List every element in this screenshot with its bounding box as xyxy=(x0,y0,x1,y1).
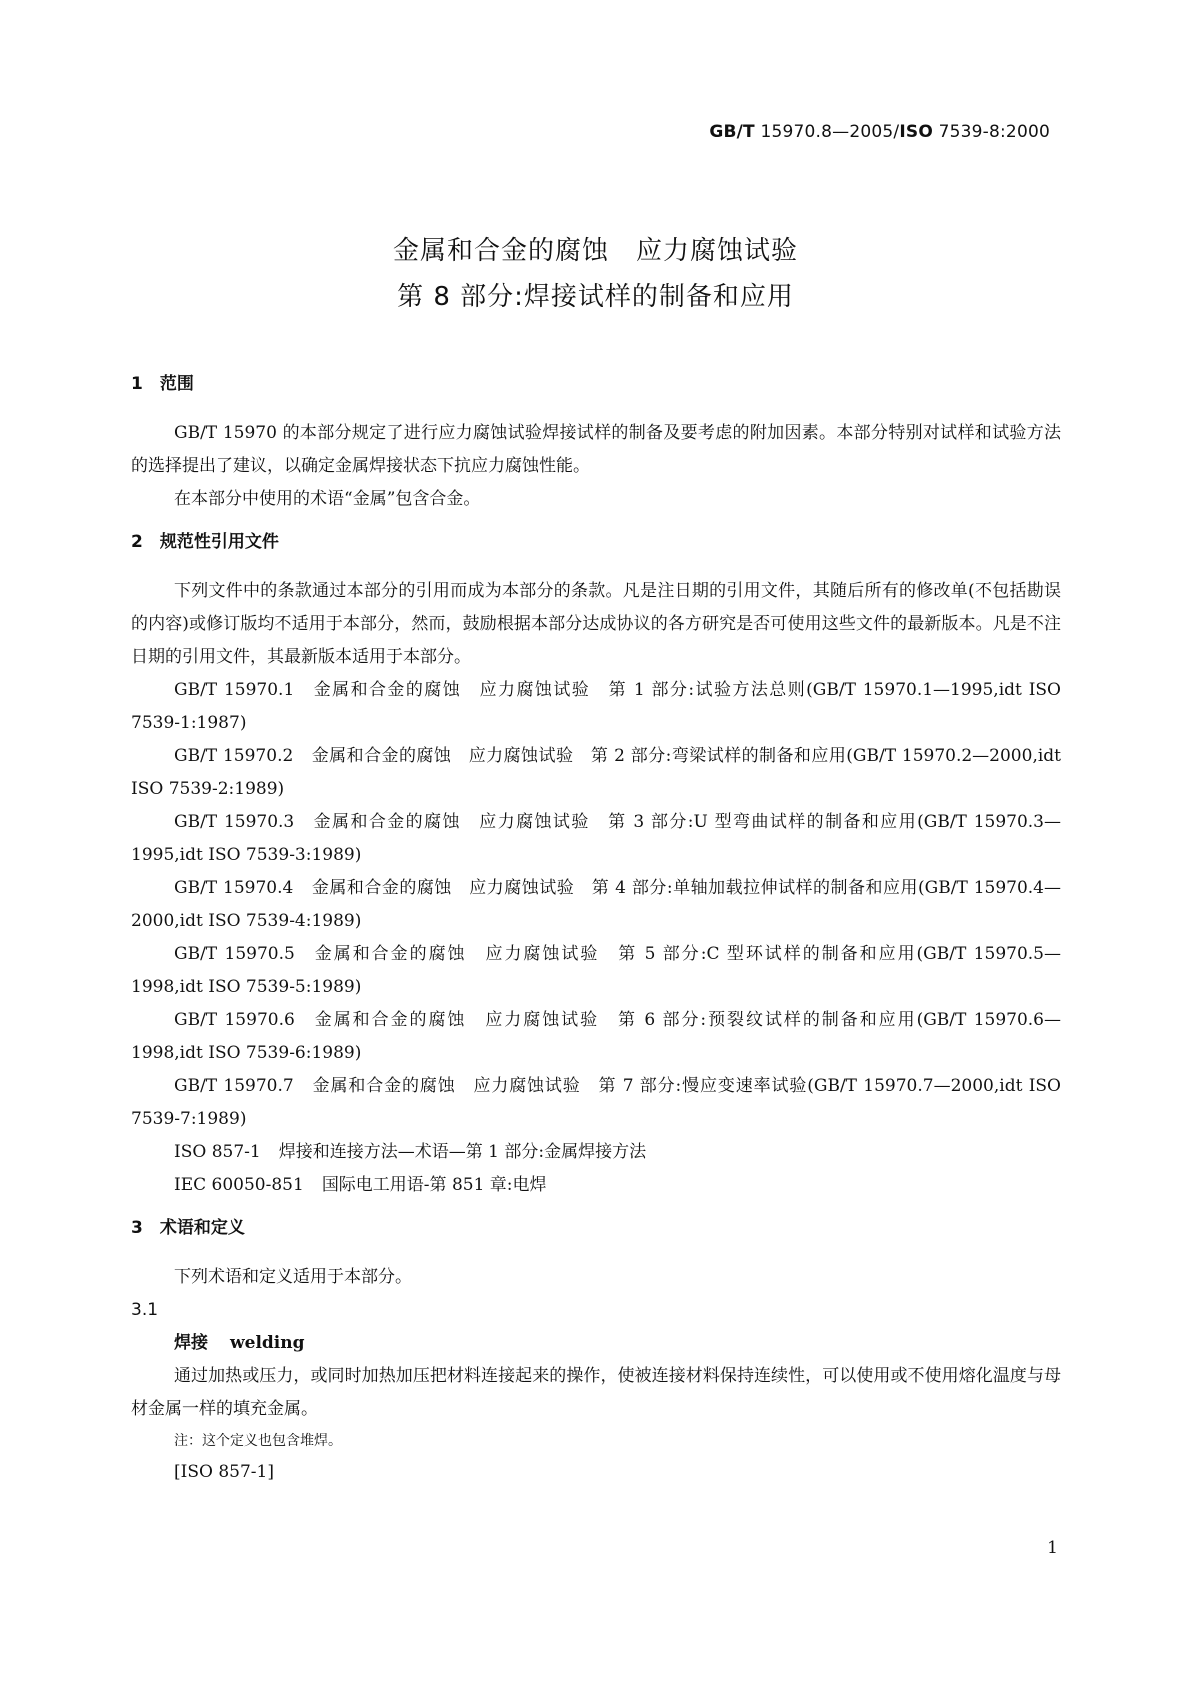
section-1-heading: 1 范围 xyxy=(131,374,194,394)
reference-item xyxy=(131,1136,1061,1169)
reference-code: GB/T 15970.7 xyxy=(174,1076,294,1096)
section-3-intro: 下列术语和定义适用于本部分。 xyxy=(174,1267,412,1287)
standard-number xyxy=(709,122,1050,142)
title-line-2: 第 8 部分:焊接试样的制备和应用 xyxy=(397,282,794,312)
reference-code: GB/T 15970.1 xyxy=(174,680,295,700)
document-body xyxy=(131,368,1061,1489)
reference-item xyxy=(131,1004,1061,1070)
page-number: 1 xyxy=(1047,1538,1058,1558)
reference-code: GB/T 15970.4 xyxy=(174,878,294,898)
reference-item xyxy=(131,674,1061,740)
term-note: 注：这个定义也包含堆焊。 xyxy=(174,1433,342,1449)
section-1-paragraph-1: GB/T 15970 的本部分规定了进行应力腐蚀试验焊接试样的制备及要考虑的附加因素。本部分特别对试样和试验方法的选择提出了建议，以确定金属焊接状态下抗应力腐蚀性能。 xyxy=(131,423,1061,476)
reference-title: 金属和合金的腐蚀 应力腐蚀试验 第 6 部分:预裂纹试样的制备和应用(GB/T 15970.6—1998,idt ISO 7539-6:1989) xyxy=(131,1010,1061,1063)
term-heading xyxy=(131,1327,1061,1360)
reference-title: 金属和合金的腐蚀 应力腐蚀试验 第 4 部分:单轴加载拉伸试样的制备和应用(GB/T 15970.4—2000,idt ISO 7539-4:1989) xyxy=(131,878,1062,931)
document-title xyxy=(0,228,1191,320)
reference-code: GB/T 15970.2 xyxy=(174,746,294,766)
term-definition: 通过加热或压力，或同时加热加压把材料连接起来的操作，使被连接材料保持连续性，可以使用或不使用熔化温度与母材金属一样的填充金属。 xyxy=(131,1366,1061,1419)
reference-code: GB/T 15970.3 xyxy=(174,812,295,832)
reference-title: 金属和合金的腐蚀 应力腐蚀试验 第 2 部分:弯梁试样的制备和应用(GB/T 15970.2—2000,idt ISO 7539-2:1989) xyxy=(131,746,1061,799)
term-chinese: 焊接 xyxy=(174,1333,208,1353)
reference-title: 金属和合金的腐蚀 应力腐蚀试验 第 5 部分:C 型环试样的制备和应用(GB/T 15970.5—1998,idt ISO 7539-5:1989) xyxy=(131,944,1061,997)
reference-title: 焊接和连接方法—术语—第 1 部分:金属焊接方法 xyxy=(278,1142,647,1162)
section-1-paragraph-2: 在本部分中使用的术语“金属”包含合金。 xyxy=(174,489,481,509)
reference-title: 金属和合金的腐蚀 应力腐蚀试验 第 3 部分:U 型弯曲试样的制备和应用(GB/T 15970.3—1995,idt ISO 7539-3:1989) xyxy=(131,812,1061,865)
section-2-heading: 2 规范性引用文件 xyxy=(131,532,279,552)
standard-code-iso-number: 7539-8:2000 xyxy=(932,122,1050,142)
reference-title: 国际电工用语-第 851 章:电焊 xyxy=(321,1175,547,1195)
reference-item xyxy=(131,938,1061,1004)
reference-code: IEC 60050-851 xyxy=(174,1175,304,1195)
reference-code: GB/T 15970.6 xyxy=(174,1010,295,1030)
reference-title: 金属和合金的腐蚀 应力腐蚀试验 第 7 部分:慢应变速率试验(GB/T 15970.7—2000,idt ISO 7539-7:1989) xyxy=(131,1076,1061,1129)
standard-code-number: 15970.8—2005/ xyxy=(754,122,900,142)
title-line-1: 金属和合金的腐蚀 应力腐蚀试验 xyxy=(392,236,798,266)
section-3-heading: 3 术语和定义 xyxy=(131,1218,245,1238)
reference-title: 金属和合金的腐蚀 应力腐蚀试验 第 1 部分:试验方法总则(GB/T 15970.1—1995,idt ISO 7539-1:1987) xyxy=(131,680,1061,733)
reference-code: ISO 857-1 xyxy=(174,1142,261,1162)
reference-code: GB/T 15970.5 xyxy=(174,944,295,964)
term-number: 3.1 xyxy=(131,1300,159,1320)
section-2-intro: 下列文件中的条款通过本部分的引用而成为本部分的条款。凡是注日期的引用文件，其随后所有的修改单(不包括勘误的内容)或修订版均不适用于本部分，然而，鼓励根据本部分达成协议的各方研究是否可使用这些文件的最新版本。凡是不注日期的引用文件，其最新版本适用于本部分。 xyxy=(131,581,1061,667)
standard-code-gbt: GB/T xyxy=(709,122,755,142)
standard-code-iso: ISO xyxy=(899,122,933,142)
reference-item xyxy=(131,1070,1061,1136)
reference-item xyxy=(131,740,1061,806)
reference-item xyxy=(131,1169,1061,1202)
reference-item xyxy=(131,872,1061,938)
term-english: welding xyxy=(230,1333,305,1353)
reference-item xyxy=(131,806,1061,872)
term-source: [ISO 857-1] xyxy=(174,1462,274,1482)
